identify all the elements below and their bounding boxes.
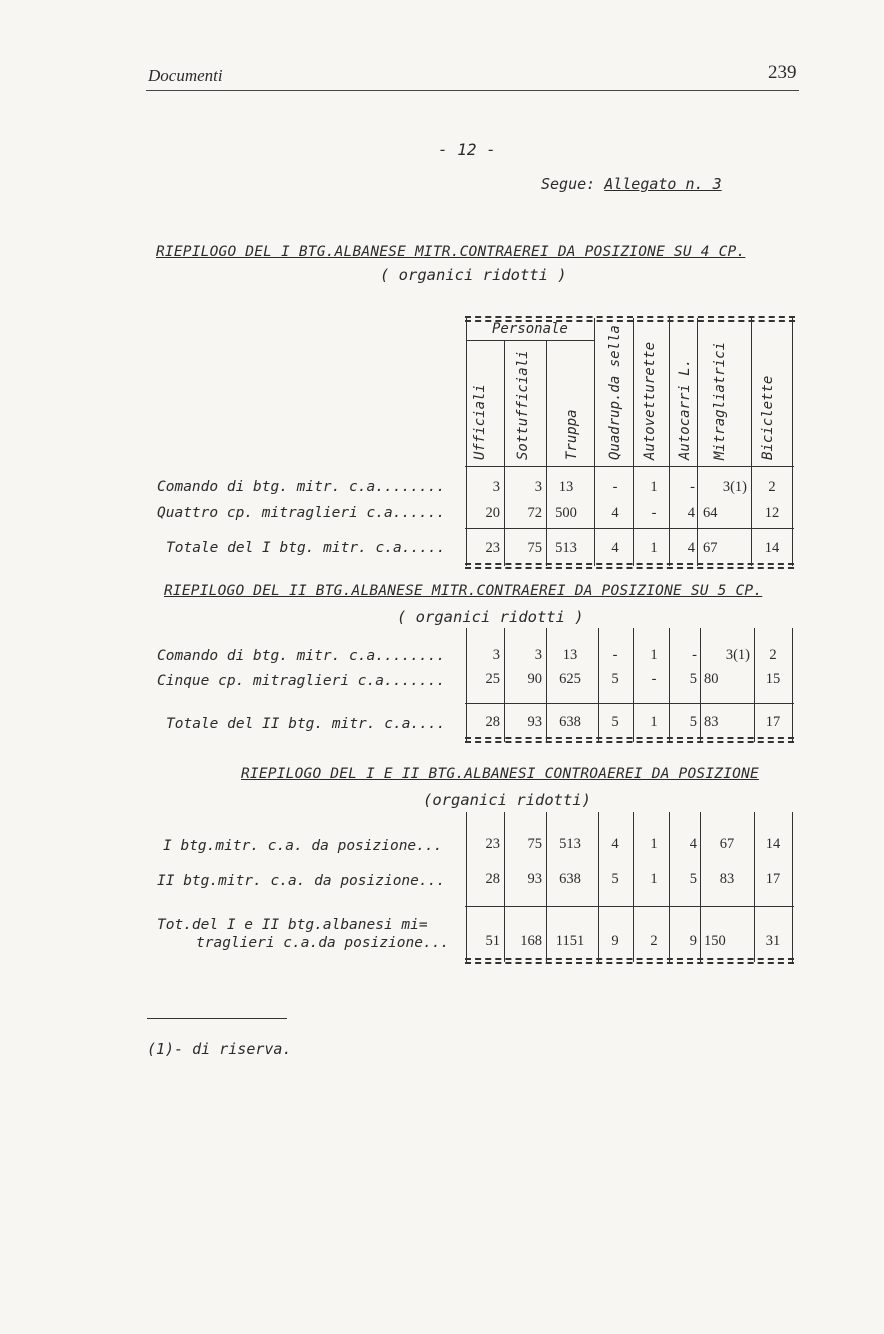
table2-bottom-rule — [465, 737, 794, 739]
header-rule — [146, 90, 799, 91]
table2-subtotal-rule — [465, 703, 794, 704]
running-head: Documenti — [148, 66, 223, 85]
table-cell: 5 — [611, 671, 619, 687]
s3-total-label-2: traglieri c.a.da posizione... — [196, 935, 450, 951]
table-cell: 72 — [527, 505, 542, 521]
table-cell: 638 — [559, 871, 581, 887]
s2-row2-label: Cinque cp. mitraglieri c.a....... — [157, 673, 446, 689]
table-vertical-rule — [700, 628, 701, 742]
table3-subtotal-rule — [465, 906, 794, 907]
s1-row1-label: Comando di btg. mitr. c.a........ — [157, 479, 446, 495]
table-cell: 12 — [764, 505, 780, 521]
col-truppa: Truppa — [564, 409, 580, 460]
table-cell: 80 — [704, 671, 719, 687]
table-cell: - — [692, 647, 697, 663]
footnote-rule — [147, 1018, 287, 1019]
table3-bottom-rule-2 — [465, 962, 794, 964]
table-vertical-rule — [792, 812, 793, 962]
table-cell: 4 — [611, 836, 619, 852]
table-cell: - — [690, 479, 695, 495]
table-vertical-rule — [598, 812, 599, 962]
footnote: (1)- di riserva. — [147, 1040, 292, 1058]
table-cell: 1151 — [555, 933, 585, 949]
table-vertical-rule — [598, 628, 599, 742]
table-vertical-rule — [754, 628, 755, 742]
table-cell: 4 — [687, 540, 695, 556]
segue-allegato: Allegato n. 3 — [604, 175, 722, 193]
table-cell: 5 — [611, 871, 619, 887]
table-cell: 31 — [765, 933, 781, 949]
table-cell: 90 — [527, 671, 542, 687]
table-cell: 64 — [703, 505, 718, 521]
s3-row1-label: I btg.mitr. c.a. da posizione... — [163, 838, 443, 854]
table-cell: 4 — [689, 836, 697, 852]
s3-row2-label: II btg.mitr. c.a. da posizione... — [157, 873, 446, 889]
table1-subtotal-rule — [465, 528, 794, 529]
table-cell: 25 — [485, 671, 500, 687]
col-biciclette: Biciclette — [760, 375, 776, 460]
table-cell: 3 — [534, 647, 542, 663]
table-cell: 5 — [689, 671, 697, 687]
table-cell: 625 — [559, 671, 581, 687]
table-cell: 93 — [527, 714, 542, 730]
table-cell: 15 — [765, 671, 781, 687]
table-cell: 20 — [485, 505, 500, 521]
table1-bottom-rule — [465, 563, 794, 565]
table1-group-rule — [467, 340, 594, 341]
table-cell: 13 — [558, 479, 574, 495]
table-cell: 1 — [650, 714, 658, 730]
table-cell: 5 — [689, 714, 697, 730]
table-cell: 500 — [555, 505, 577, 521]
table-cell: 1 — [650, 871, 658, 887]
table-cell: 17 — [765, 714, 781, 730]
table-cell: 13 — [562, 647, 578, 663]
section3-title: RIEPILOGO DEL I E II BTG.ALBANESI CONTROAEREI DA POSIZIONE — [241, 766, 759, 782]
table-cell: 4 — [611, 505, 619, 521]
table-cell: 14 — [764, 540, 780, 556]
col-ufficiali: Ufficiali — [472, 384, 488, 460]
table-cell: 51 — [485, 933, 500, 949]
table-cell: 28 — [485, 714, 500, 730]
col-autocarri: Autocarri L. — [677, 358, 693, 460]
table-cell: 9 — [689, 933, 697, 949]
table-cell: 1 — [650, 836, 658, 852]
s1-total-label: Totale del I btg. mitr. c.a..... — [166, 540, 446, 556]
table-cell: - — [612, 479, 618, 495]
page-marker: - 12 - — [438, 140, 496, 159]
table-cell: 17 — [765, 871, 781, 887]
table-cell: 1 — [650, 540, 658, 556]
table-cell: 67 — [719, 836, 735, 852]
table-cell: 23 — [485, 836, 500, 852]
table-cell: 75 — [527, 836, 542, 852]
table-cell: 4 — [611, 540, 619, 556]
table-cell: 9 — [611, 933, 619, 949]
table-vertical-rule — [633, 628, 634, 742]
table-cell: 150 — [704, 933, 726, 949]
section1-subtitle: ( organici ridotti ) — [380, 266, 567, 284]
table-vertical-rule — [792, 628, 793, 742]
table3-bottom-rule — [465, 958, 794, 960]
segue-prefix: Segue: — [541, 175, 596, 193]
table-cell: 3(1) — [722, 479, 747, 495]
col-autovetturette: Autovetturette — [642, 341, 658, 460]
table-vertical-rule — [633, 812, 634, 962]
s2-row1-label: Comando di btg. mitr. c.a........ — [157, 648, 446, 664]
s2-total-label: Totale del II btg. mitr. c.a.... — [166, 716, 446, 732]
table-cell: 168 — [520, 933, 542, 949]
section3-subtitle: (organici ridotti) — [423, 791, 591, 809]
table-cell: 67 — [703, 540, 718, 556]
s1-row2-label: Quattro cp. mitraglieri c.a...... — [157, 505, 446, 521]
col-mitragliatrici: Mitragliatrici — [712, 341, 728, 460]
section2-title: RIEPILOGO DEL II BTG.ALBANESE MITR.CONTRAEREI DA POSIZIONE SU 5 CP. — [164, 583, 763, 599]
table-cell: - — [651, 671, 657, 687]
table-cell: 28 — [485, 871, 500, 887]
table-cell: 5 — [689, 871, 697, 887]
col-sottufficiali: Sottufficiali — [515, 350, 531, 460]
table-cell: 513 — [555, 540, 577, 556]
section1-title: RIEPILOGO DEL I BTG.ALBANESE MITR.CONTRAEREI DA POSIZIONE SU 4 CP. — [156, 244, 746, 260]
table-cell: 4 — [687, 505, 695, 521]
table-cell: 513 — [559, 836, 581, 852]
table1-top-rule — [465, 316, 795, 318]
table-cell: 93 — [527, 871, 542, 887]
table-cell: 23 — [485, 540, 500, 556]
table2-bottom-rule-2 — [465, 741, 794, 743]
table-cell: 638 — [559, 714, 581, 730]
table-cell: 2 — [650, 933, 658, 949]
table-cell: - — [612, 647, 618, 663]
table-cell: 2 — [769, 647, 777, 663]
table-vertical-rule — [504, 340, 505, 566]
table-cell: 1 — [650, 647, 658, 663]
table-cell: 1 — [650, 479, 658, 495]
table-vertical-rule — [700, 812, 701, 962]
table1-bottom-rule-2 — [465, 567, 794, 569]
table-cell: 3 — [534, 479, 542, 495]
table-cell: 75 — [527, 540, 542, 556]
page-number: 239 — [768, 62, 797, 83]
col-quadrup: Quadrup.da sella — [607, 325, 623, 460]
table-vertical-rule — [754, 812, 755, 962]
table-cell: 3(1) — [725, 647, 750, 663]
table1-group-personale: Personale — [492, 321, 568, 337]
table-cell: 83 — [704, 714, 719, 730]
table-cell: 83 — [719, 871, 735, 887]
table-cell: - — [651, 505, 657, 521]
table-cell: 3 — [492, 647, 500, 663]
segue-note — [541, 175, 722, 193]
table-cell: 2 — [768, 479, 776, 495]
section2-subtitle: ( organici ridotti ) — [397, 608, 584, 626]
table-cell: 14 — [765, 836, 781, 852]
s3-total-label-1: Tot.del I e II btg.albanesi mi= — [157, 917, 428, 933]
table-vertical-rule — [546, 340, 547, 566]
table1-header-rule — [465, 466, 794, 467]
table-cell: 5 — [611, 714, 619, 730]
table-cell: 3 — [492, 479, 500, 495]
